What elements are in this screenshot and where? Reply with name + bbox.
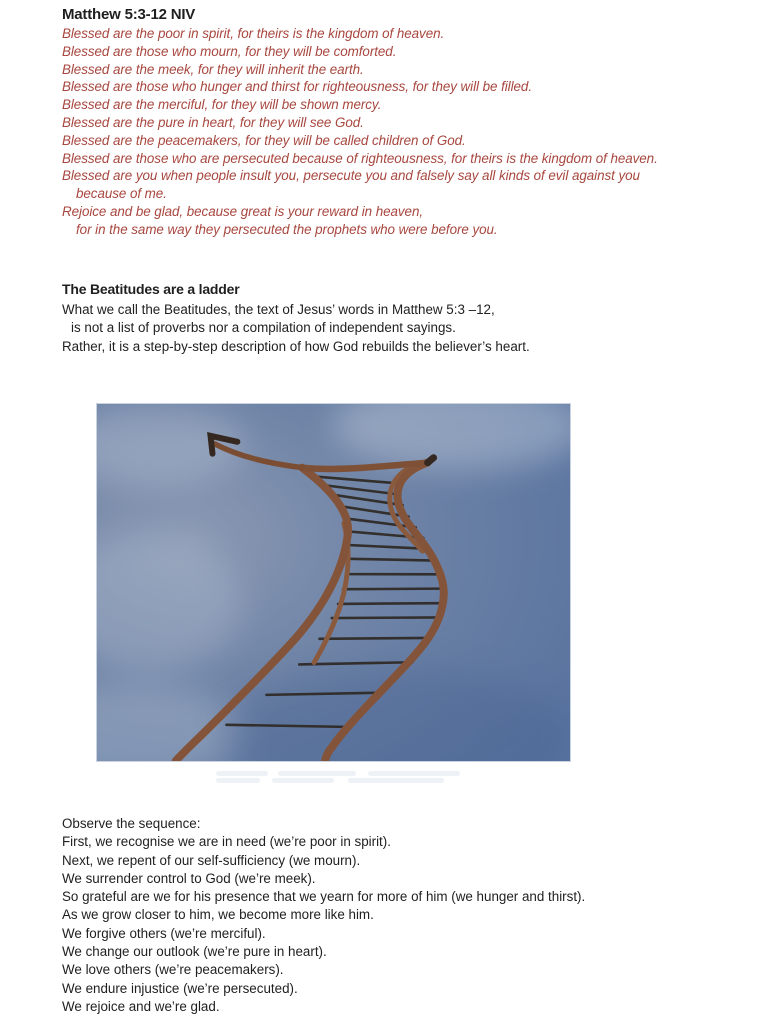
sequence-line: We change our outlook (we’re pure in heart).	[62, 944, 327, 960]
sequence-line: We surrender control to God (we’re meek).	[62, 870, 316, 886]
beatitude-line: Blessed are the merciful, for they will be shown mercy.	[62, 97, 382, 113]
beatitude-line: Blessed are you when people insult you, persecute you and falsely say all kinds of evil against you	[62, 168, 640, 184]
paragraph-line: What we call the Beatitudes, the text of Jesus’ words in Matthew 5:3 –12,	[62, 302, 495, 317]
sequence-line: We rejoice and we’re glad.	[62, 998, 220, 1014]
beatitude-line: Rejoice and be glad, because great is your reward in heaven,	[62, 203, 424, 219]
page-title: Matthew 5:3-12 NIV	[62, 6, 196, 23]
beatitude-line: Blessed are the peacemakers, for they will be called children of God.	[62, 132, 466, 148]
beatitude-line: Blessed are the poor in spirit, for theirs is the kingdom of heaven.	[62, 26, 445, 41]
beatitude-line: Blessed are the meek, for they will inherit the earth.	[62, 61, 364, 77]
beatitude-line-continuation: because of me.	[76, 186, 167, 202]
sequence-block	[62, 815, 752, 1016]
beatitude-line: Blessed are the pure in heart, for they will see God.	[62, 114, 364, 130]
beatitude-line: Blessed are those who are persecuted because of righteousness, for theirs is the kingdom of heaven.	[62, 150, 658, 166]
beatitudes-block	[62, 25, 752, 239]
ladder-illustration	[97, 404, 570, 761]
sequence-line: First, we recognise we are in need (we’re poor in spirit).	[62, 834, 391, 850]
ladder-into-sky-photo	[96, 403, 571, 762]
sequence-line: So grateful are we for his presence that we yearn for more of him (we hunger and thirst).	[62, 889, 586, 905]
sequence-line: We love others (we’re peacemakers).	[62, 962, 284, 978]
section-heading: The Beatitudes are a ladder	[62, 281, 240, 297]
section-paragraph	[62, 301, 752, 356]
beatitude-line: Blessed are those who mourn, for they will be comforted.	[62, 43, 397, 59]
beatitude-line: Blessed are those who hunger and thirst for righteousness, for they will be filled.	[62, 79, 532, 95]
sequence-line: Observe the sequence:	[62, 816, 201, 831]
sequence-line: We endure injustice (we’re persecuted).	[62, 980, 298, 996]
sequence-line: Next, we repent of our self-sufficiency (we mourn).	[62, 852, 361, 868]
paragraph-line-continuation: is not a list of proverbs nor a compilation of independent sayings.	[71, 320, 456, 336]
sequence-line: As we grow closer to him, we become more like him.	[62, 907, 374, 923]
beatitude-line-continuation: for in the same way they persecuted the prophets who were before you.	[76, 221, 498, 237]
sequence-line: We forgive others (we’re merciful).	[62, 925, 266, 941]
paragraph-line: Rather, it is a step-by-step description of how God rebuilds the believer’s heart.	[62, 338, 530, 354]
